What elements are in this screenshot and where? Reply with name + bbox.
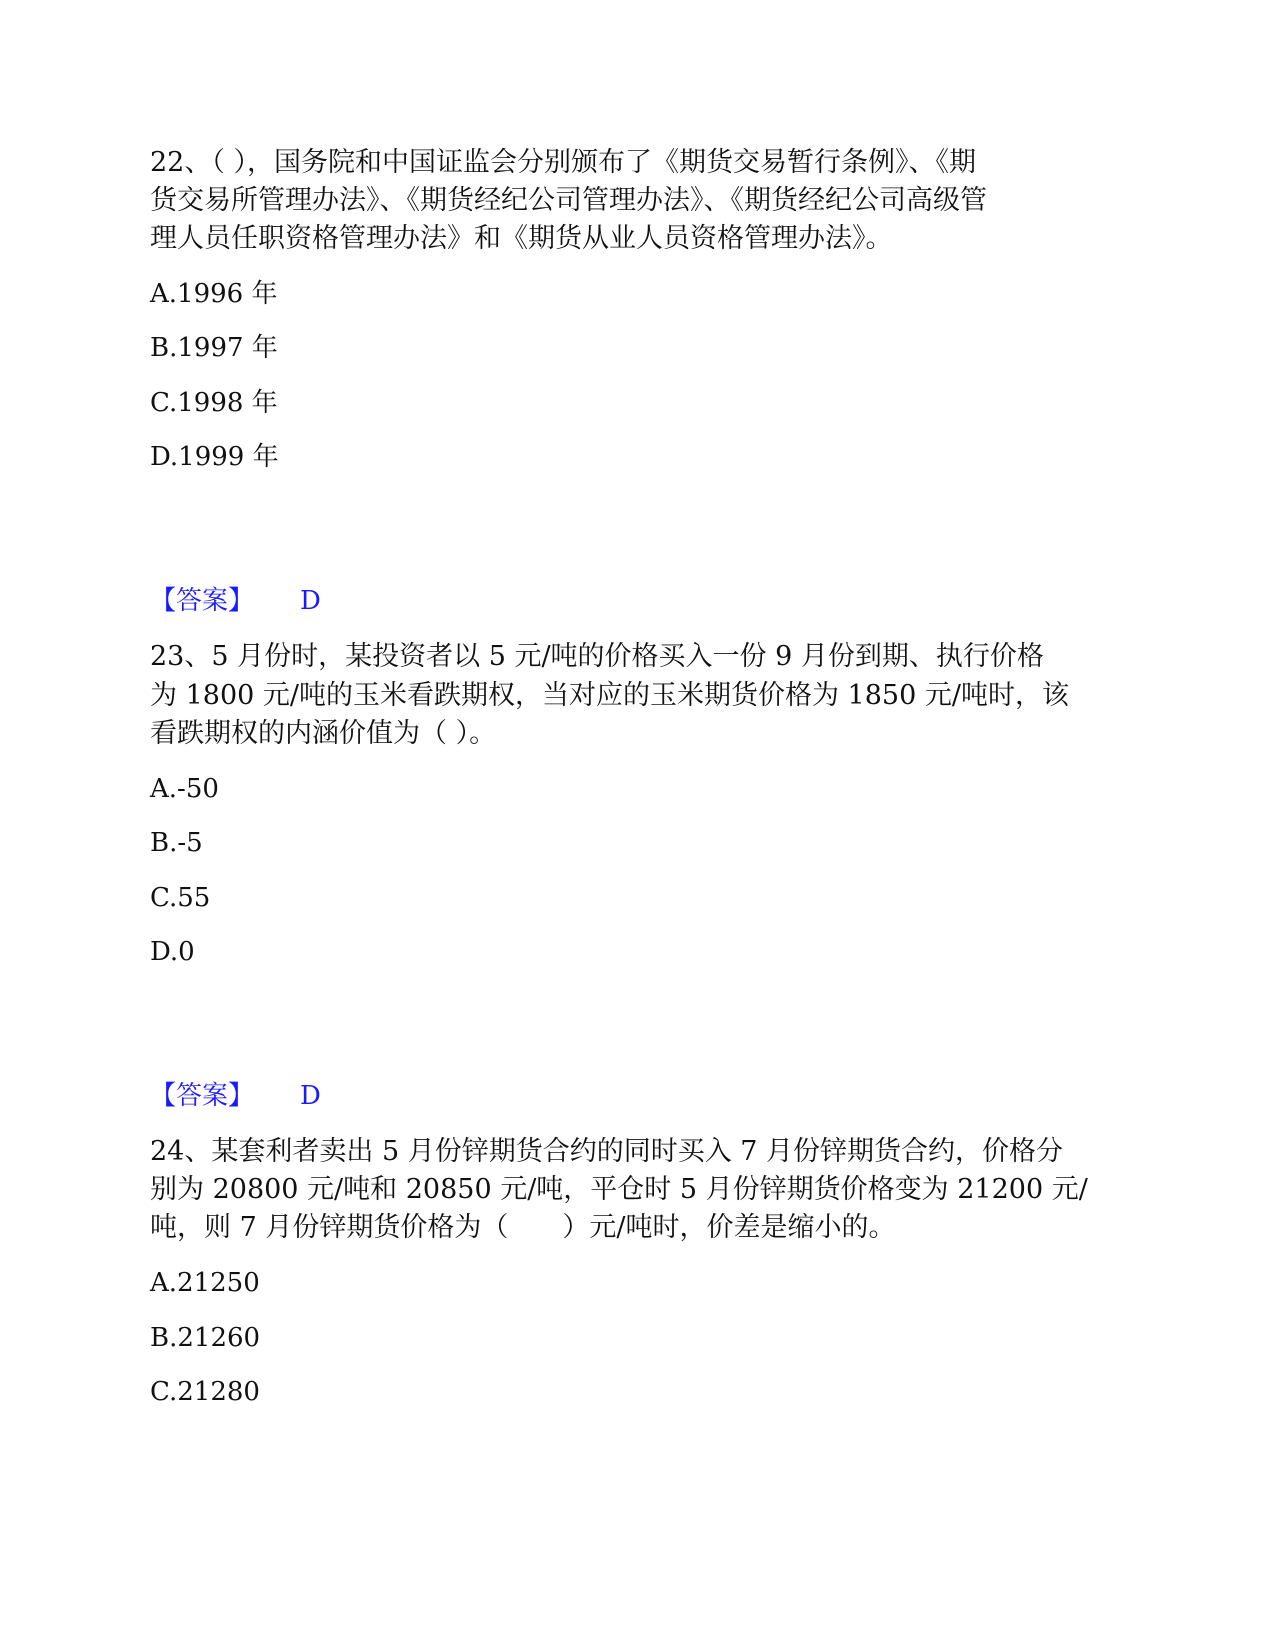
question-22-line-3: 理人员任职资格管理办法》和《期货从业人员资格管理办法》。: [150, 223, 893, 254]
question-23-option-d: D.0: [150, 937, 195, 967]
question-22-option-c: C.1998 年: [150, 388, 278, 418]
question-24-line-2: 别为 20800 元/吨和 20850 元/吨，平仓时 5 月份锌期货价格变为 21200 元/: [150, 1174, 1088, 1205]
question-24-option-b: B.21260: [150, 1323, 261, 1353]
question-22-option-d: D.1999 年: [150, 442, 279, 472]
question-23-option-c: C.55: [150, 883, 211, 913]
answer-label: 【答案】: [150, 1081, 255, 1111]
question-23-option-a: A.-50: [150, 774, 219, 804]
question-22-answer: [150, 584, 321, 618]
question-22-option-b: B.1997 年: [150, 333, 278, 363]
question-24-line-1: 24、某套利者卖出 5 月份锌期货合约的同时买入 7 月份锌期货合约，价格分: [150, 1136, 1064, 1167]
answer-value: D: [300, 586, 321, 616]
question-23-line-2: 为 1800 元/吨的玉米看跌期权，当对应的玉米期货价格为 1850 元/吨时，该: [150, 680, 1069, 711]
question-22-line-2: 货交易所管理办法》、《期货经纪公司管理办法》、《期货经纪公司高级管: [150, 185, 987, 216]
question-22-option-a: A.1996 年: [150, 279, 278, 309]
question-23-option-b: B.-5: [150, 828, 203, 858]
question-22-line-1: 22、（ ），国务院和中国证监会分别颁布了《期货交易暂行条例》、《期: [150, 147, 976, 178]
question-24-option-c: C.21280: [150, 1377, 260, 1407]
answer-value: D: [300, 1081, 321, 1111]
question-23-line-1: 23、5 月份时，某投资者以 5 元/吨的价格买入一份 9 月份到期、执行价格: [150, 641, 1044, 672]
question-24-line-3: 吨，则 7 月份锌期货价格为（ ）元/吨时，价差是缩小的。: [150, 1212, 896, 1243]
question-24-option-a: A.21250: [150, 1268, 260, 1298]
answer-label: 【答案】: [150, 586, 255, 616]
question-23-line-3: 看跌期权的内涵价值为（ ）。: [150, 718, 497, 749]
question-23-answer: [150, 1079, 321, 1113]
